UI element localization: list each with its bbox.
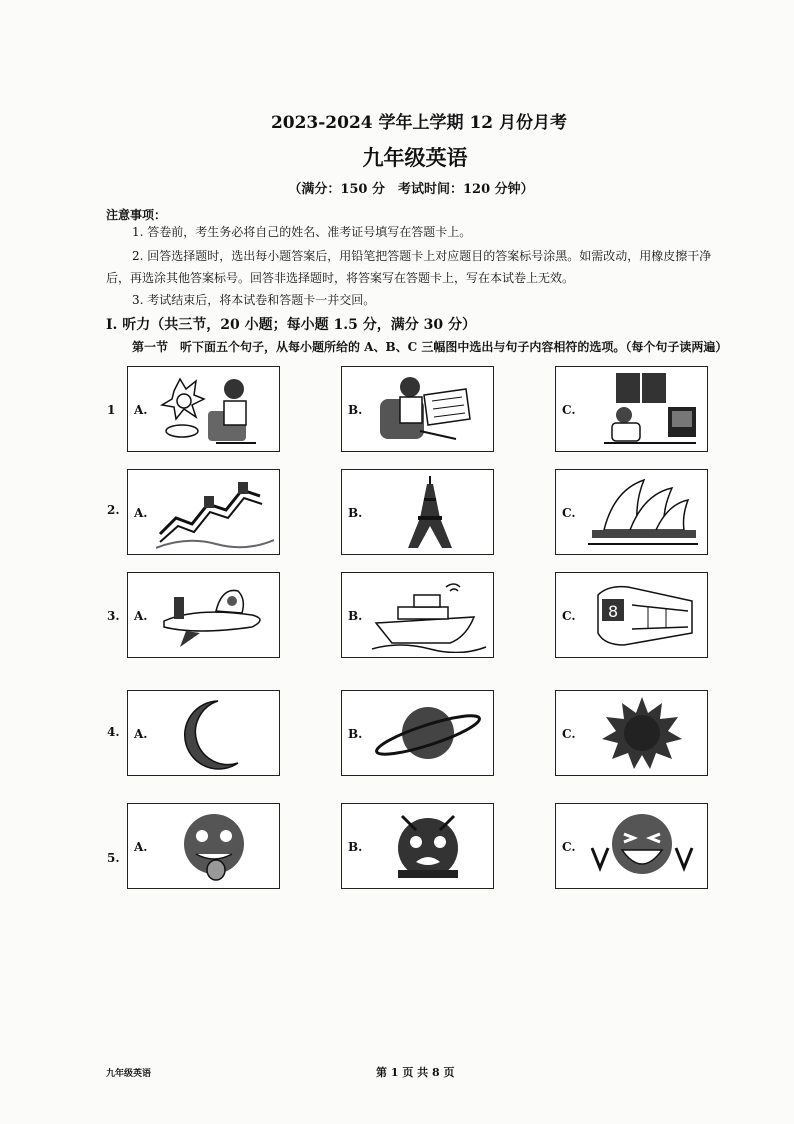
- option-box[interactable]: [341, 803, 494, 889]
- question-number: 5.: [107, 851, 120, 865]
- footer-subject: 九年级英语: [106, 1069, 152, 1079]
- option-box[interactable]: [341, 366, 494, 452]
- option-label: A.: [134, 506, 148, 520]
- tongue-out-face-icon: [156, 808, 274, 884]
- eiffel-tower-icon: [370, 474, 488, 550]
- option-label: A.: [134, 840, 148, 854]
- option-box[interactable]: [341, 690, 494, 776]
- option-label: B.: [348, 403, 363, 417]
- option-label: B.: [348, 609, 363, 623]
- question-number: 1: [107, 403, 116, 417]
- option-box[interactable]: [127, 572, 280, 658]
- option-box[interactable]: [127, 366, 280, 452]
- notes-heading: 注意事项：: [106, 208, 167, 222]
- planet-icon: [370, 695, 488, 771]
- sun-icon: [584, 695, 702, 771]
- train-icon: [584, 577, 702, 653]
- option-label: C.: [562, 506, 576, 520]
- note-item: 3. 考试结束后，将本试卷和答题卡一并交回。: [132, 293, 376, 307]
- shocked-face-icon: [370, 808, 488, 884]
- exam-info: （满分：150 分 考试时间：120 分钟）: [288, 182, 534, 197]
- man-watching-tv-icon: [584, 371, 702, 447]
- page-number: 第 1 页 共 8 页: [376, 1066, 455, 1079]
- option-label: B.: [348, 727, 363, 741]
- option-box[interactable]: [555, 469, 708, 555]
- ship-icon: [370, 577, 488, 653]
- option-box[interactable]: [127, 690, 280, 776]
- question-number: 3.: [107, 609, 120, 623]
- question-number: 4.: [107, 725, 120, 739]
- man-alarm-clock-icon: [156, 371, 274, 447]
- option-box[interactable]: [127, 469, 280, 555]
- option-label: B.: [348, 506, 363, 520]
- option-box[interactable]: [555, 366, 708, 452]
- man-reading-newspaper-icon: [370, 371, 488, 447]
- option-label: C.: [562, 609, 576, 623]
- exam-subject: 九年级英语: [362, 145, 468, 170]
- option-box[interactable]: [555, 572, 708, 658]
- option-box[interactable]: [555, 690, 708, 776]
- sydney-opera-house-icon: [584, 474, 702, 550]
- option-label: A.: [134, 609, 148, 623]
- svg-text:8: 8: [608, 602, 619, 621]
- option-box[interactable]: [341, 469, 494, 555]
- option-label: A.: [134, 403, 148, 417]
- option-label: B.: [348, 840, 363, 854]
- option-label: A.: [134, 727, 148, 741]
- note-item: 后，再选涂其他答案标号。回答非选择题时，将答案写在答题卡上，写在本试卷上无效。: [106, 271, 575, 285]
- question-number: 2.: [107, 503, 120, 517]
- note-item: 1. 答卷前，考生务必将自己的姓名、准考证号填写在答题卡上。: [132, 225, 472, 239]
- section-title: I. 听力（共三节，20 小题；每小题 1.5 分，满分 30 分）: [106, 317, 476, 333]
- exam-title: 2023-2024 学年上学期 12 月份月考: [270, 113, 568, 133]
- option-box[interactable]: [127, 803, 280, 889]
- moon-icon: [156, 695, 274, 771]
- option-box[interactable]: [341, 572, 494, 658]
- option-box[interactable]: [555, 803, 708, 889]
- spaceship-icon: [156, 577, 274, 653]
- option-label: C.: [562, 403, 576, 417]
- laughing-face-icon: [584, 808, 702, 884]
- great-wall-icon: [156, 474, 274, 550]
- part-instruction: 第一节 听下面五个句子，从每小题所给的 A、B、C 三幅图中选出与句子内容相符的选项。（每个句子读两遍）: [132, 340, 728, 354]
- option-label: C.: [562, 727, 576, 741]
- option-label: C.: [562, 840, 576, 854]
- note-item: 2. 回答选择题时，选出每小题答案后，用铅笔把答题卡上对应题目的答案标号涂黑。如需改动，用橡皮擦干净: [132, 249, 712, 263]
